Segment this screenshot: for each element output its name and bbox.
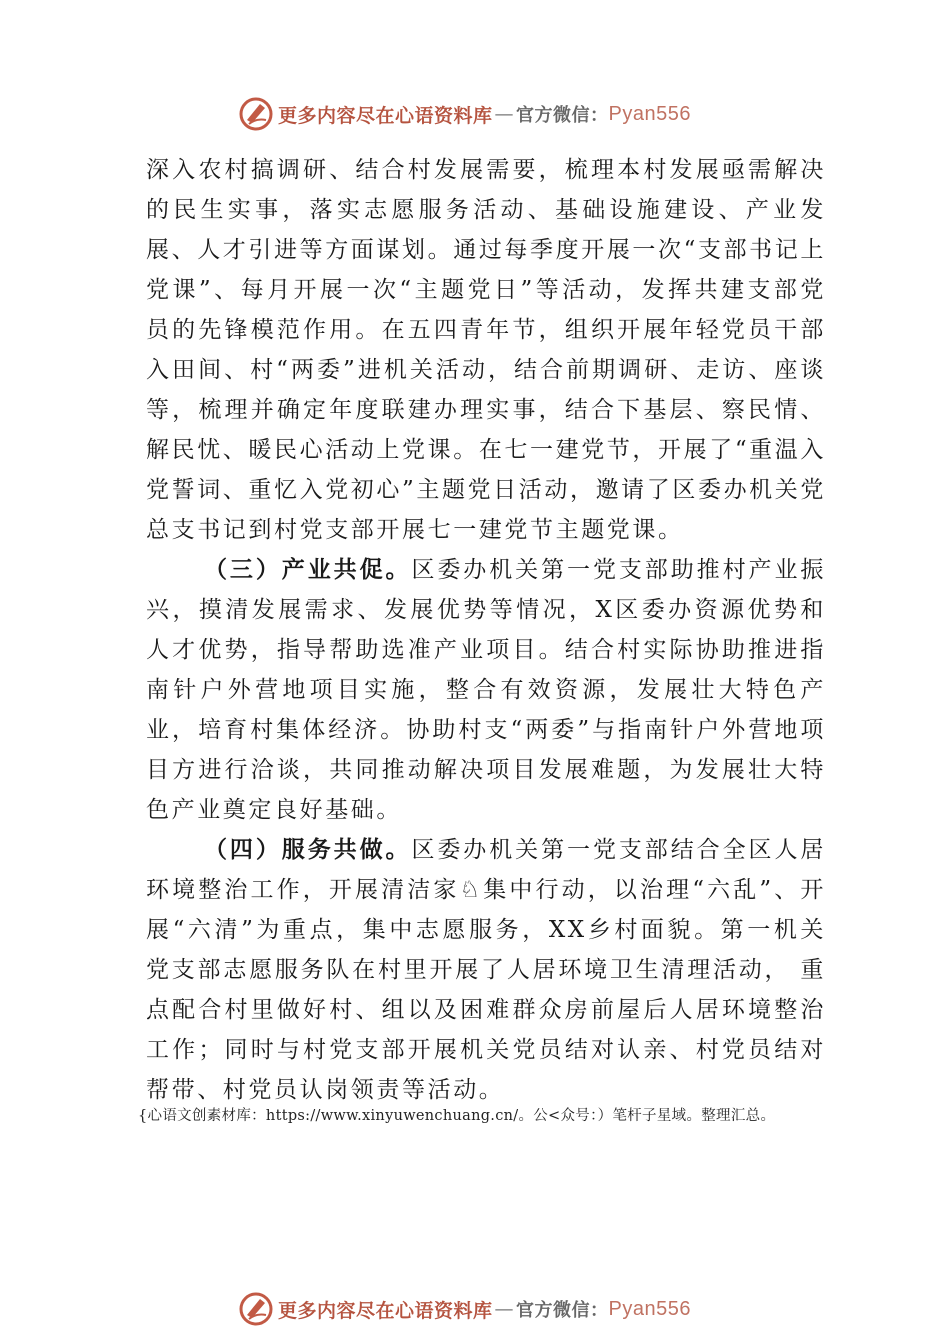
brand-logo-icon [238, 96, 274, 132]
paragraph-service [146, 830, 826, 1110]
section-heading-service: （四）服务共做。 [204, 836, 412, 863]
paragraph-text: 区委办机关第一党支部助推村产业振兴，摸清发展需求、发展优势等情况，X区委办资源优势和人才优势，指导帮助选准产业项目。结合村实际协助推进指南针户外营地项目实施，整合有效资源，发展壮大特色产业，培育村集体经济。协助村支“两委”与指南针户外营地项目方进行洽谈，共同推动解决项目发展难题，为发展壮大特色产业奠定良好基础。 [146, 557, 826, 823]
paragraph-text: 区委办机关第一党支部结合全区人居环境整治工作，开展清洁家♘集中行动，以治理“六乱”、开展“六清”为重点，集中志愿服务，XX乡村面貌。第一机关党支部志愿服务队在村里开展了人居环境卫生清理活动， 重点配合村里做好村、组以及困难群众房前屋后人居环境整治工作；同时与村党支部开展机关党员结对认亲、村党员结对帮带、村党员认岗领责等活动。 [146, 837, 826, 1103]
banner-official-label: 官方微信： [516, 1300, 609, 1321]
section-heading-industry: （三）产业共促。 [204, 556, 412, 583]
banner-wechat-id: Pyan556 [608, 1297, 691, 1320]
paragraph-industry [146, 550, 826, 830]
banner-brand: 更多内容尽在心语资料库 [278, 1299, 493, 1322]
banner-official-label: 官方微信： [516, 105, 609, 126]
footer-banner [238, 1289, 758, 1329]
paragraph-text: 深入农村搞调研、结合村发展需要，梳理本村发展亟需解决的民生实事，落实志愿服务活动、基础设施建设、产业发展、人才引进等方面谋划。通过每季度开展一次“支部书记上党课”、每月开展一次“主题党日”等活动，发挥共建支部党员的先锋模范作用。在五四青年节，组织开展年轻党员干部入田间、村“两委”进机关活动，结合前期调研、走访、座谈等，梳理并确定年度联建办理实事，结合下基层、察民情、 解民忧、暖民心活动上党课。在七一建党节，开展了“重温入党誓词、重忆入党初心”主题党日活动，邀请了区委办机关党总支书记到村党支部开展七一建党节主题党课。 [146, 157, 826, 543]
banner-brand: 更多内容尽在心语资料库 [278, 104, 493, 127]
document-body [146, 150, 826, 1110]
banner-wechat-id: Pyan556 [608, 102, 691, 125]
banner-separator: — [494, 1298, 515, 1320]
brand-logo-icon [238, 1291, 274, 1327]
source-note: {心语文创素材库：https://www.xinyuwenchuang.cn/。公<众号：）笔杆子星域。整理汇总。 [138, 1108, 776, 1124]
paragraph-intro [146, 150, 826, 550]
header-banner [238, 94, 758, 134]
banner-separator: — [494, 103, 515, 125]
